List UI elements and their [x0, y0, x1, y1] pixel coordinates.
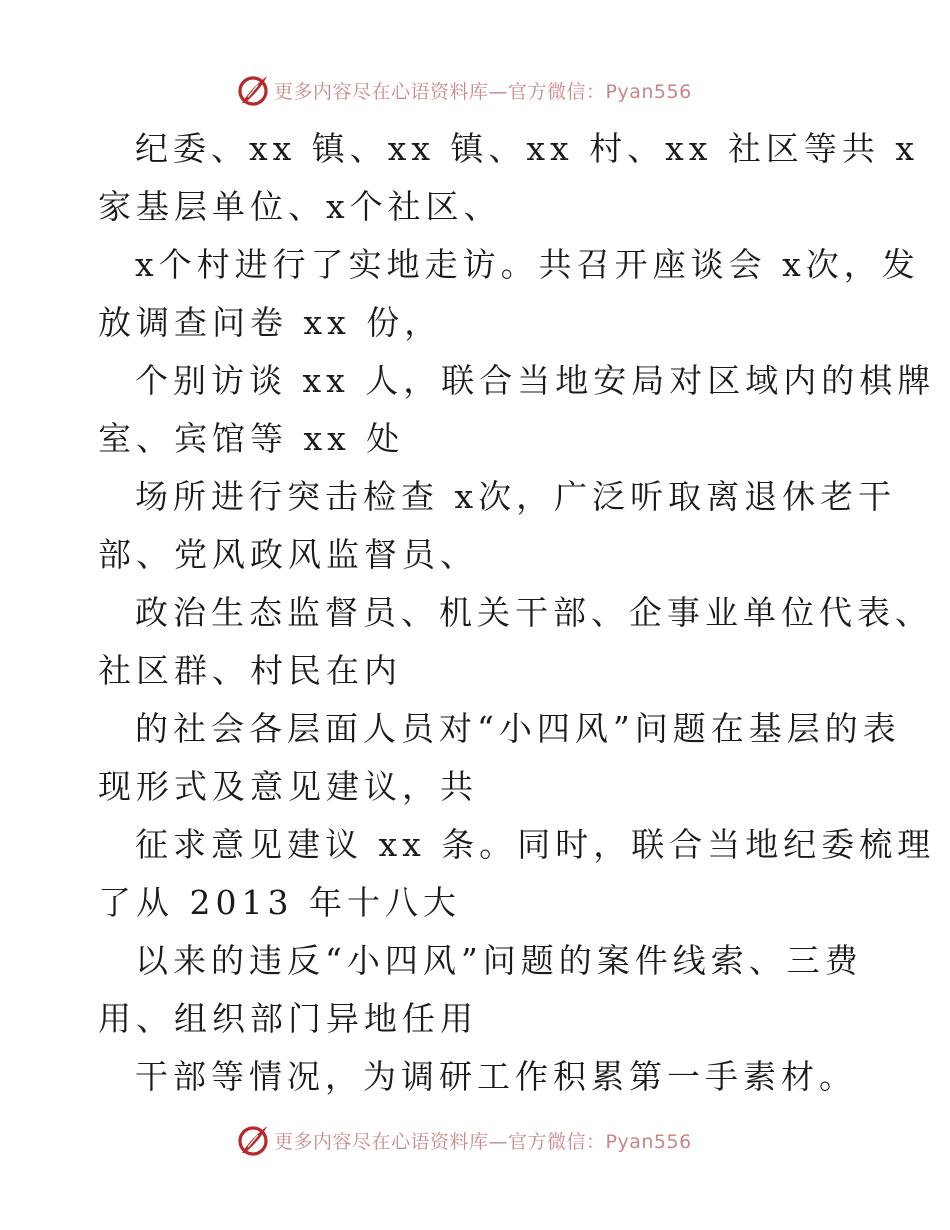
- text-line: 干部等情况，为调研工作积累第一手素材。: [135, 1057, 857, 1096]
- footer-watermark: [236, 1122, 692, 1158]
- text-line: 放调查问卷 xx 份，: [98, 303, 443, 342]
- text-line: 部、党风政风监督员、: [98, 535, 478, 574]
- feather-pen-logo-icon: [236, 1123, 270, 1157]
- watermark-text: 更多内容尽在心语资料库—官方微信：Pyan556: [274, 80, 692, 103]
- watermark-text: 更多内容尽在心语资料库—官方微信：Pyan556: [274, 1130, 692, 1153]
- text-line: 社区群、村民在内: [98, 651, 402, 690]
- text-line: 征求意见建议 xx 条。同时，联合当地纪委梳理: [135, 825, 936, 864]
- text-line: 以来的违反“小四风”问题的案件线索、三费: [135, 941, 863, 980]
- document-body: [98, 120, 936, 1106]
- text-line: 个别访谈 xx 人，联合当地安局对区域内的棋牌: [135, 361, 936, 400]
- text-line: 现形式及意见建议，共: [98, 767, 478, 806]
- header-watermark: [236, 72, 692, 108]
- text-line: 家基层单位、x个社区、: [98, 187, 502, 226]
- text-line: 了从 2013 年十八大: [98, 883, 461, 922]
- feather-pen-logo-icon: [236, 73, 270, 107]
- text-line: 室、宾馆等 xx 处: [98, 419, 405, 458]
- text-line: 的社会各层面人员对“小四风”问题在基层的表: [135, 709, 901, 748]
- text-line: 政治生态监督员、机关干部、企事业单位代表、: [135, 593, 933, 632]
- text-line: 纪委、xx 镇、xx 镇、xx 村、xx 社区等共 x: [135, 129, 919, 168]
- text-line: x个村进行了实地走访。共召开座谈会 x次，发: [135, 245, 920, 284]
- text-line: 场所进行突击检查 x次，广泛听取离退休老干: [135, 477, 897, 516]
- text-line: 用、组织部门异地任用: [98, 999, 478, 1038]
